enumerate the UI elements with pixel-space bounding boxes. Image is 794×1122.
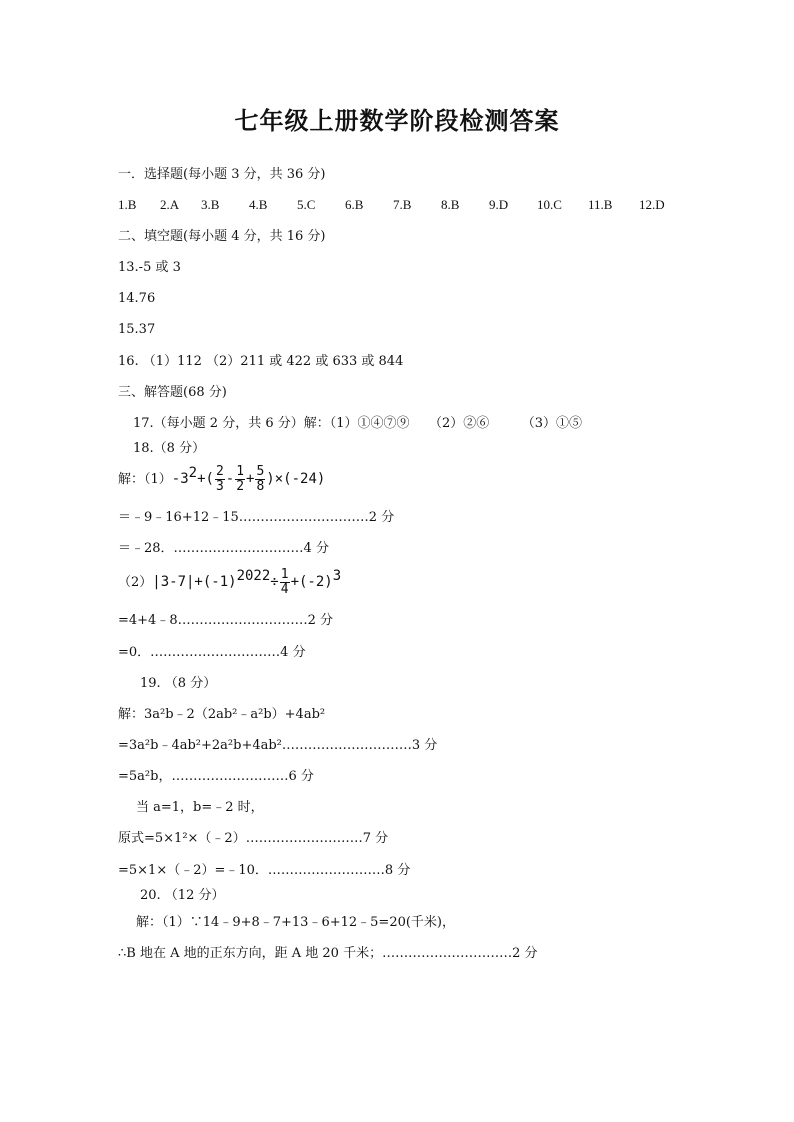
fraction: $\frac{2}{3}$ <box>215 464 224 494</box>
q18-part1-prefix: 解：（1） <box>118 472 172 487</box>
exponent: 2 <box>188 465 198 481</box>
q18-part2-expression <box>118 567 341 599</box>
expr-term: |3-7|+(-1) <box>152 574 237 590</box>
answer-item: 5.C <box>297 197 316 212</box>
exponent: 2022 <box>236 568 271 584</box>
q20-line1: 解：（1）∵14﹣9+8﹣7+13﹣6+12﹣5=20(千米)， <box>136 915 456 930</box>
fraction: $\frac{1}{2}$ <box>236 464 245 494</box>
q19-line2: =3a²b﹣4ab²+2a²b+4ab²…………………………3 分 <box>118 738 438 753</box>
q19-line4: 当 a=1，b=﹣2 时， <box>136 800 264 815</box>
q18-part1-expression <box>118 464 325 496</box>
q19-header: 19. （8 分） <box>140 676 217 691</box>
answer-item: 1.B <box>118 197 137 212</box>
answer-16: 16. （1）112 （2）211 或 422 或 633 或 844 <box>118 354 404 369</box>
expr-term: +( <box>197 471 214 487</box>
q20-header: 20. （12 分） <box>140 888 225 903</box>
answer-item: 4.B <box>249 197 268 212</box>
answer-item: 6.B <box>345 197 364 212</box>
answer-item: 11.B <box>588 197 613 212</box>
q18-header: 18.（8 分） <box>133 441 206 456</box>
section1-heading: 一．选择题(每小题 3 分，共 36 分) <box>118 167 326 182</box>
q18-step4: =0．…………………………4 分 <box>118 645 306 660</box>
section2-heading: 二、填空题(每小题 4 分，共 16 分) <box>118 229 326 244</box>
q18-part2-prefix: （2） <box>118 575 153 590</box>
q19-line3: =5a²b，………………………6 分 <box>118 769 314 784</box>
answer-17: 17.（每小题 2 分，共 6 分）解：（1）①④⑦⑨ （2）②⑥ （3）①⑤ <box>133 416 583 431</box>
answer-item: 3.B <box>201 197 220 212</box>
answer-item: 2.A <box>160 197 180 212</box>
section3-heading: 三、解答题(68 分) <box>118 385 227 400</box>
answer-13: 13.-5 或 3 <box>118 260 181 275</box>
q18-step3: =4+4﹣8…………………………2 分 <box>118 613 334 628</box>
expr-op: - <box>225 471 235 487</box>
answer-item: 12.D <box>639 197 665 212</box>
answer-14: 14.76 <box>118 291 156 306</box>
q19-line1: 解：3a²b﹣2（2ab²﹣a²b）+4ab² <box>118 707 326 722</box>
answer-15: 15.37 <box>118 322 156 337</box>
q18-step2: ＝﹣28．…………………………4 分 <box>118 541 329 556</box>
exponent: 3 <box>332 568 342 584</box>
page-title: 七年级上册数学阶段检测答案 <box>234 106 560 135</box>
q18-step1: ＝﹣9﹣16+12﹣15…………………………2 分 <box>118 510 395 525</box>
answer-item: 7.B <box>393 197 412 212</box>
expr-term: )×(-24) <box>266 471 326 487</box>
answer-item: 9.D <box>489 197 509 212</box>
expr-op: ÷ <box>270 574 279 590</box>
expr-term: -3 <box>171 471 189 487</box>
expr-term: +(-2) <box>290 574 333 590</box>
fraction: $\frac{5}{8}$ <box>256 464 265 494</box>
fraction: $\frac{1}{4}$ <box>280 567 289 597</box>
answer-item: 10.C <box>537 197 562 212</box>
expr-op: + <box>246 471 255 487</box>
answer-item: 8.B <box>441 197 460 212</box>
q19-line5: 原式=5×1²×（﹣2）………………………7 分 <box>118 831 389 846</box>
q20-line2: ∴B 地在 A 地的正东方向，距 A 地 20 千米；…………………………2 分 <box>118 946 538 961</box>
choice-answers <box>118 197 678 215</box>
q19-line6: =5×1×（﹣2）=﹣10．………………………8 分 <box>118 863 411 878</box>
